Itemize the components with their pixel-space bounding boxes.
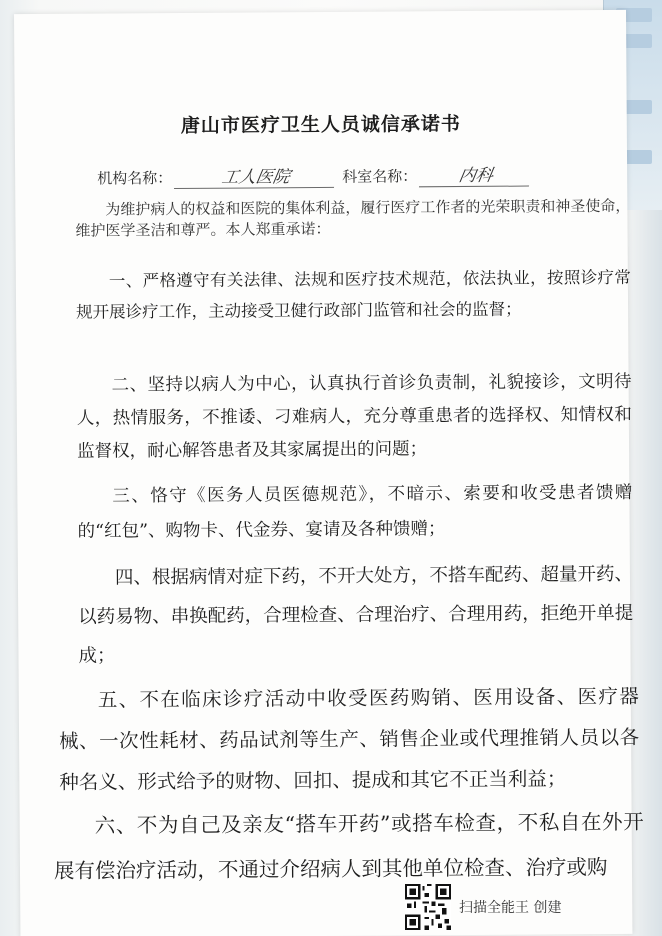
department-label: 科室名称： bbox=[342, 167, 418, 186]
pledge-item-2: 二、坚持以病人为中心，认真执行首诊负责制，礼貌接诊，文明待人，热情服务，不推诿、刁难病人，充分尊重患者的选择权、知情权和监督权，耐心解答患者及其家属提出的问题； bbox=[76, 371, 632, 462]
institution-handwriting: 工人医院 bbox=[174, 162, 338, 189]
pledge-item-6: 六、不为自己及亲友“搭车开药”或搭车检查，不私自在外开展有偿治疗活动，不通过介绍病人到其他单位检查、治疗或购 bbox=[53, 809, 644, 883]
watermark-text: 扫描全能王 创建 bbox=[459, 900, 562, 916]
department-handwriting: 内科 bbox=[419, 161, 533, 188]
document-title: 唐山市医疗卫生人员诚信承诺书 bbox=[180, 113, 461, 137]
pledge-item-4: 四、根据病情对症下药，不开大处方，不搭车配药、超量开药、以药易物、串换配药，合理检查、合理治疗、合理用药，拒绝开单提成； bbox=[78, 563, 634, 667]
pledge-item-5: 五、不在临床诊疗活动中收受医药购销、医用设备、医疗器械、一次性耗材、药品试剂等生产、销售企业或代理推销人员以各种名义、形式给予的财物、回扣、提成和其它不正当利益； bbox=[59, 684, 640, 794]
institution-label: 机构名称： bbox=[97, 169, 173, 188]
qr-code-icon bbox=[405, 884, 451, 930]
intro-paragraph: 为维护病人的权益和医院的集体利益，履行医疗工作者的光荣职责和神圣使命，维护医学圣洁和尊严。本人郑重承诺： bbox=[75, 196, 631, 240]
paper-sheet bbox=[14, 10, 644, 936]
pledge-item-3: 三、恪守《医务人员医德规范》，不暗示、索要和收受患者馈赠的“红包”、购物卡、代金券、宴请及各种馈赠； bbox=[77, 482, 633, 542]
pledge-item-1: 一、严格遵守有关法律、法规和医疗技术规范，依法执业，按照诊疗常规开展诊疗工作，主动接受卫健行政部门监管和社会的监督； bbox=[76, 267, 631, 322]
header-fields bbox=[97, 160, 597, 189]
scanner-watermark bbox=[405, 884, 561, 930]
